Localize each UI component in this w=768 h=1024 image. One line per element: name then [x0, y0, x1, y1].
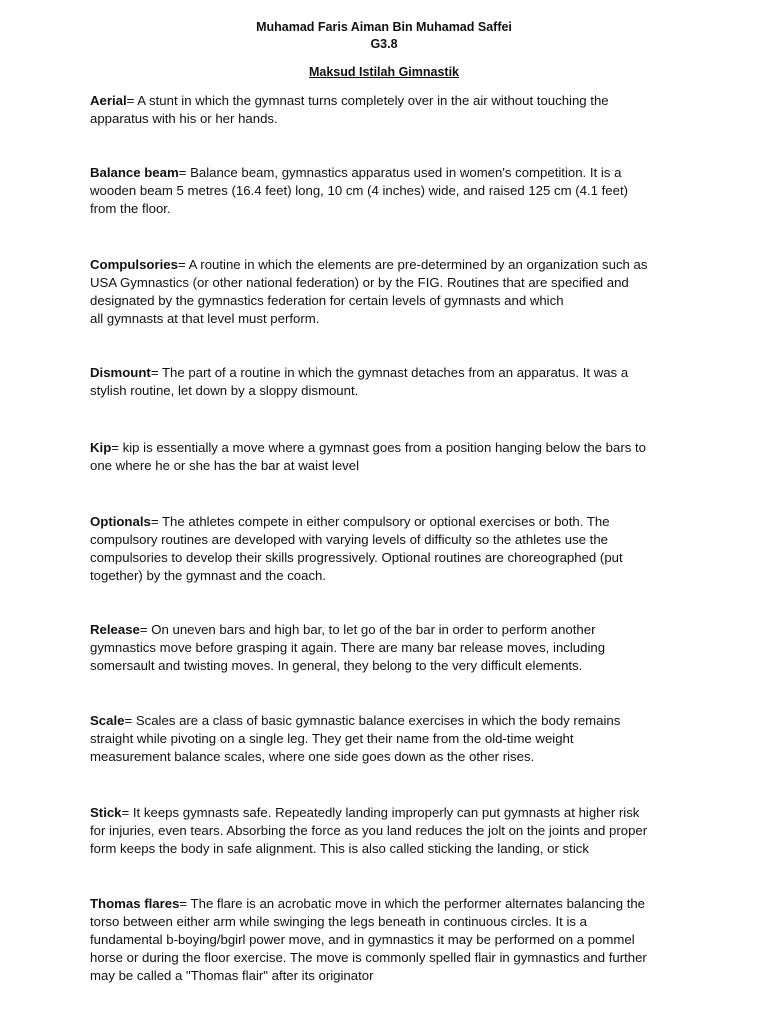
entry-line: USA Gymnastics (or other national federation) or by the FIG. Routines that are specified and [90, 275, 629, 290]
entry-term: Stick [90, 805, 122, 820]
entry-line: stylish routine, let down by a sloppy dismount. [90, 383, 359, 398]
entry-line: fundamental b-boying/bgirl power move, and in gymnastics it may be performed on a pommel [90, 932, 635, 947]
entry-line [90, 439, 690, 457]
entry-line [90, 164, 690, 182]
entry-text: = Balance beam, gymnastics apparatus used in women's competition. It is a [178, 165, 622, 180]
entry-line: from the floor. [90, 201, 171, 216]
glossary-entry-optionals [90, 513, 690, 585]
entry-term: Thomas flares [90, 896, 180, 911]
class-code: G3.8 [370, 37, 398, 51]
entry-term: Optionals [90, 514, 151, 529]
glossary-entry-compulsories [90, 256, 690, 328]
entry-line: compulsory routines are developed with varying levels of difficulty so the athletes use the [90, 532, 609, 547]
entry-text: = The athletes compete in either compulsory or optional exercises or both. The [150, 514, 610, 529]
entry-term: Kip [90, 440, 112, 455]
entry-line [90, 712, 690, 730]
entry-line [90, 621, 690, 639]
entry-line: together) by the gymnast and the coach. [90, 568, 327, 583]
entry-line: one where he or she has the bar at waist level [90, 458, 360, 473]
entry-line: designated by the gymnastics federation for certain levels of gymnasts and which [90, 293, 564, 308]
glossary-entry-dismount [90, 364, 690, 400]
glossary-entry-aerial [90, 92, 690, 128]
entry-line [90, 513, 690, 531]
entry-text: = The flare is an acrobatic move in which the performer alternates balancing the [179, 896, 646, 911]
entry-term: Balance beam [90, 165, 179, 180]
entry-line [90, 895, 690, 913]
entry-text: = On uneven bars and high bar, to let go of the bar in order to perform another [139, 622, 596, 637]
entry-text: = Scales are a class of basic gymnastic balance exercises in which the body remains [124, 713, 621, 728]
entry-line: form keeps the body in safe alignment. This is also called sticking the landing, or stick [90, 841, 589, 856]
entry-term: Dismount [90, 365, 151, 380]
glossary-entry-release [90, 621, 690, 675]
entry-line [90, 364, 690, 382]
entry-line [90, 256, 690, 274]
entry-line: horse or during the floor exercise. The move is commonly spelled flair in gymnastics and further [90, 950, 647, 965]
document-title: Maksud Istilah Gimnastik [308, 65, 460, 79]
glossary-entry-scale [90, 712, 690, 766]
entry-line: straight while pivoting on a single leg. They get their name from the old-time weight [90, 731, 574, 746]
entry-text: = A stunt in which the gymnast turns completely over in the air without touching the [126, 93, 609, 108]
glossary-entry-balance-beam [90, 164, 690, 218]
glossary-entry-kip [90, 439, 690, 475]
entry-line: gymnastics move before grasping it again. There are many bar release moves, including [90, 640, 606, 655]
entry-term: Compulsories [90, 257, 178, 272]
glossary-entry-stick [90, 804, 690, 858]
entry-line: somersault and twisting moves. In general, they belong to the very difficult elements. [90, 658, 583, 673]
entry-line: all gymnasts at that level must perform. [90, 311, 320, 326]
entry-line: measurement balance scales, where one side goes down as the other rises. [90, 749, 535, 764]
entry-text: = kip is essentially a move where a gymnast goes from a position hanging below the bars to [111, 440, 647, 455]
entry-line [90, 804, 690, 822]
entry-line: torso between either arm while swinging the legs beneath in continuous circles. It is a [90, 914, 587, 929]
entry-line: apparatus with his or her hands. [90, 111, 278, 126]
entry-line: for injuries, even tears. Absorbing the force as you land reduces the jolt on the joints and proper [90, 823, 648, 838]
entry-line: compulsories to develop their skills progressively. Optional routines are choreographed (put [90, 550, 623, 565]
entry-text: = The part of a routine in which the gymnast detaches from an apparatus. It was a [150, 365, 629, 380]
glossary-entry-thomas-flares [90, 895, 690, 985]
author-name: Muhamad Faris Aiman Bin Muhamad Saffei [256, 20, 512, 34]
entry-line [90, 92, 690, 110]
entry-line: may be called a "Thomas flair" after its originator [90, 968, 374, 983]
entry-line: wooden beam 5 metres (16.4 feet) long, 10 cm (4 inches) wide, and raised 125 cm (4.1 feet) [90, 183, 629, 198]
entry-text: = A routine in which the elements are pre-determined by an organization such as [177, 257, 648, 272]
entry-term: Aerial [90, 93, 127, 108]
entry-term: Scale [90, 713, 125, 728]
entry-text: = It keeps gymnasts safe. Repeatedly landing improperly can put gymnasts at higher risk [121, 805, 640, 820]
entry-term: Release [90, 622, 140, 637]
